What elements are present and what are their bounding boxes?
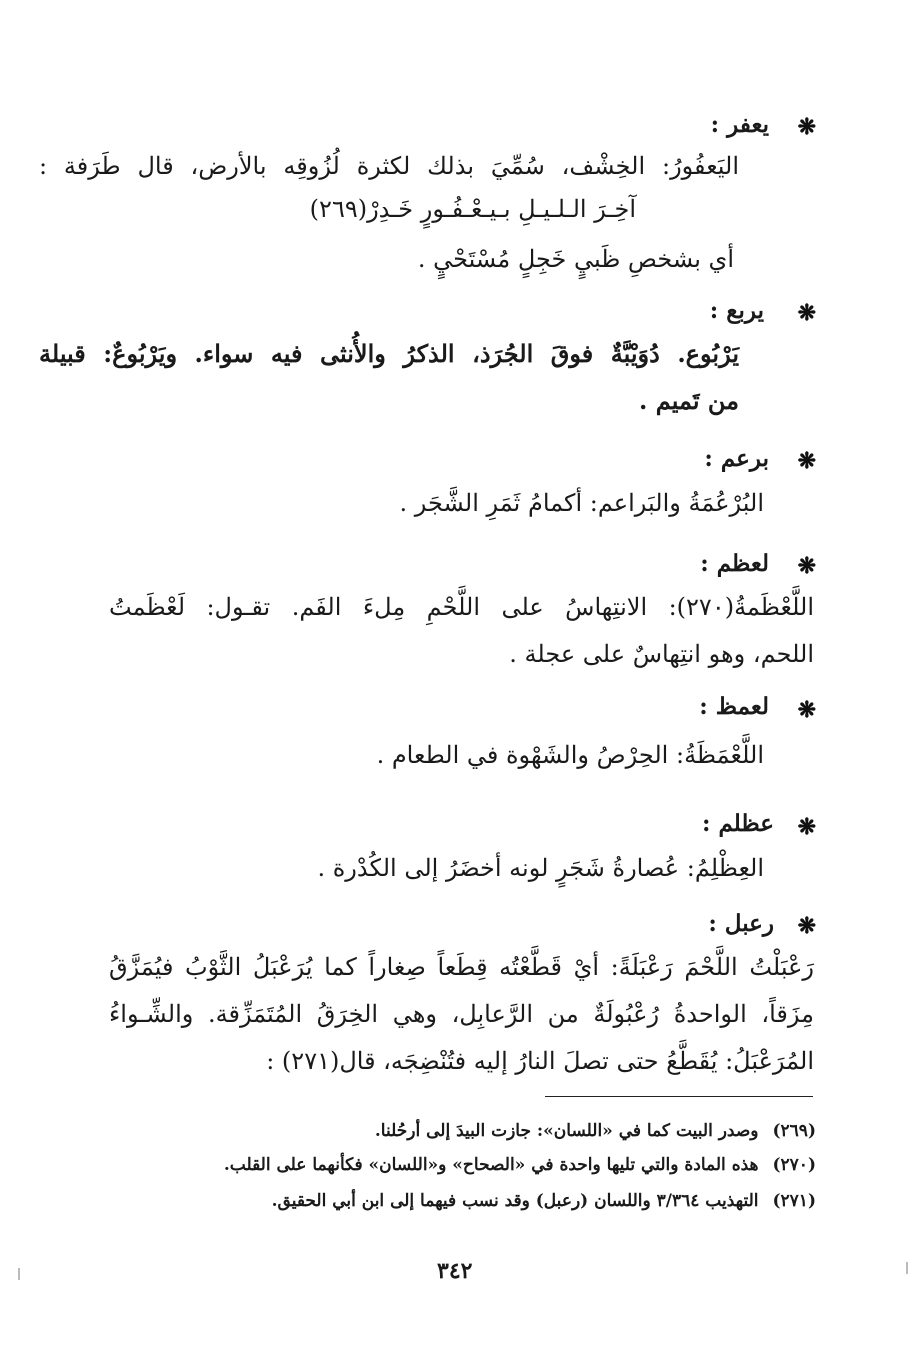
entry-bullet-icon: ❋ [797, 114, 816, 140]
entry-heading: لعظم : [700, 550, 769, 577]
footnote-text: التهذيب ٣/٣٦٤ واللسان (رعبل) وقد نسب فيهما إلى ابن أبي الحقيق. [271, 1191, 759, 1211]
entry-text-line: العِظْلِمُ: عُصارةُ شَجَرٍ لونه أخضَرُ إلى الكُدْرة . [317, 854, 764, 882]
entry-text-line: أي بشخصِ ظَبيٍ خَجِلٍ مُسْتَحْيٍ . [417, 245, 734, 273]
footnote-number: (٢٦٩) [772, 1121, 816, 1141]
entry-text-line: اللحم، وهو انتِهاسٌ على عجلة . [509, 640, 814, 668]
entry-text-line: المُرَعْبَلُ: يُقَطَّعُ حتى تصلَ النارُ إليه فتُنْضِجَه، قال(٢٧١) : [266, 1047, 814, 1075]
entry-bullet-icon: ❋ [797, 697, 816, 723]
entry-heading: رعبل : [708, 910, 774, 937]
poetry-verse: آخِـرَ الـلـيـلِ بـيـعْـفُـورٍ خَـدِرْ(٢٦٩) [309, 195, 636, 223]
entry-heading: لعمظ : [699, 693, 769, 720]
entry-text-line: اللَّعْمَظَةُ: الحِرْصُ والشَهْوة في الطعام . [376, 741, 764, 769]
entry-bullet-icon: ❋ [797, 300, 816, 326]
entry-heading: يربع : [709, 297, 764, 324]
footnote-number: (٢٧٠) [772, 1155, 816, 1175]
footnote [375, 1118, 816, 1144]
scan-speck [906, 1262, 908, 1274]
entry-text-line: اليَعفُورُ: الخِشْف، سُمِّيَ بذلك لكثرة لُزُوقِه بالأرض، قال طَرَفة : [39, 152, 739, 180]
footnote-number: (٢٧١) [772, 1191, 816, 1211]
entry-text-line: يَرْبُوع. دُوَيْبَّةٌ فوقَ الجُرَذ، الذكرُ والأُنثى فيه سواء. ويَرْبُوعٌ: قبيلة [39, 339, 739, 368]
footnote-text: هذه المادة والتي تليها واحدة في «الصحاح» و«اللسان» فكأنهما على القلب. [223, 1155, 759, 1175]
entry-bullet-icon: ❋ [797, 913, 816, 939]
entry-bullet-icon: ❋ [797, 553, 816, 579]
entry-text-line: اللَّعْظَمةُ(٢٧٠): الانتِهاسُ على اللَّحْمِ مِلءَ الفَم. تقـول: لَعْظَمتُ [109, 593, 814, 621]
entry-text-line: رَعْبَلْتُ اللَّحْمَ رَعْبَلَةً: أيْ قَطَّعْتُه قِطَعاً صِغاراً كما يُرَعْبَلُ الثَّوْبُ فيُمَزَّقُ [109, 953, 814, 981]
footnote [224, 1152, 816, 1178]
entry-text-line: البُرْعُمَةُ والبَراعم: أكمامُ ثَمَرِ الشَّجَر . [399, 489, 764, 517]
footnote-text: وصدر البيت كما في «اللسان»: جازت البيدَ إلى أرحُلنا. [374, 1121, 759, 1141]
entry-text-line: من تَميم . [639, 386, 739, 415]
footnote-divider [545, 1096, 813, 1097]
page-number: ٣٤٢ [437, 1258, 473, 1284]
footnote [272, 1188, 816, 1214]
entry-bullet-icon: ❋ [797, 814, 816, 840]
entry-heading: برعم : [704, 445, 769, 472]
entry-text-line: مِزَقاً، الواحدةُ رُعْبُولَةٌ من الرَّعابِل، وهي الخِرَقُ المُتَمَزِّقة. والشِّـواءُ [109, 1000, 814, 1028]
entry-bullet-icon: ❋ [797, 448, 816, 474]
entry-heading: يعفر : [710, 111, 769, 138]
entry-heading: عظلم : [701, 810, 774, 837]
scan-speck [18, 1268, 20, 1280]
